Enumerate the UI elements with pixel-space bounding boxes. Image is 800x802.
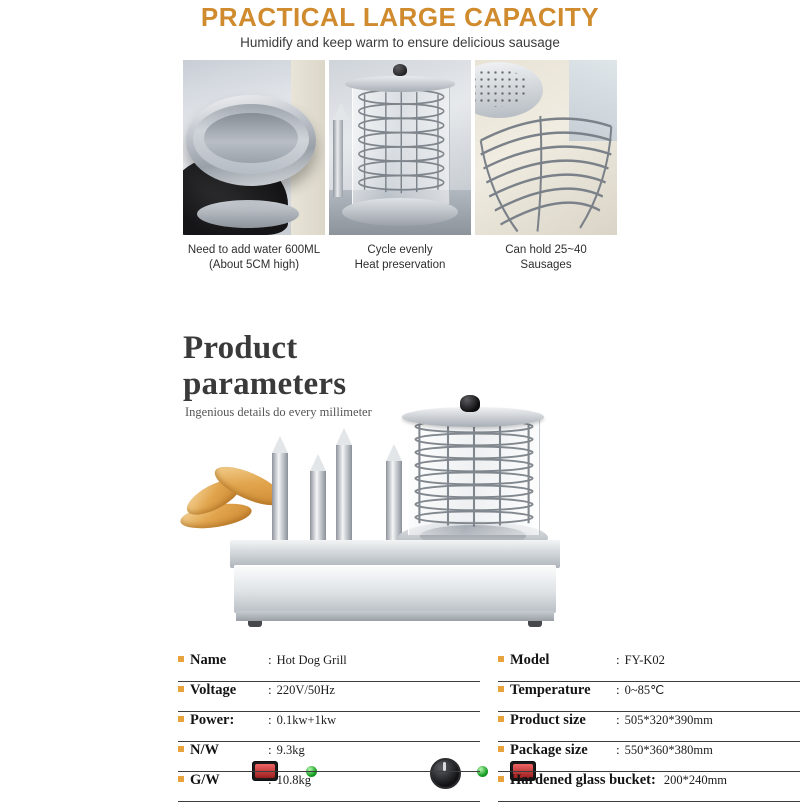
spec-value: 550*360*380mm: [624, 743, 713, 757]
basin-inner-well: [204, 113, 298, 164]
caption-water-basin: Need to add water 600ML (About 5CM high): [187, 244, 321, 271]
spec-colon: :: [616, 652, 620, 667]
spec-column-right: [498, 652, 800, 802]
bullet-square-icon: [498, 776, 504, 782]
spec-colon: :: [268, 742, 272, 757]
spec-label: Model: [510, 652, 550, 668]
caption-wire-basket: Can hold 25~40 Sausages: [505, 244, 587, 271]
feature-photo-strip: [183, 60, 617, 235]
bullet-square-icon: [498, 746, 504, 752]
spec-colon: :: [268, 652, 272, 667]
photo-water-basin: [183, 60, 325, 235]
photo-wire-basket: [475, 60, 617, 235]
spec-value: 0~85℃: [624, 683, 665, 697]
bullet-square-icon: [498, 656, 504, 662]
banner-subtitle: Humidify and keep warm to ensure delicious sausage: [240, 35, 560, 50]
spec-colon: :: [616, 712, 620, 727]
photo-captions: [183, 243, 617, 273]
machine-foot-left: [248, 621, 262, 627]
steamer-wire-coil-icon: [353, 85, 450, 204]
specification-table: [178, 652, 800, 802]
spec-row-name: [178, 652, 480, 682]
spec-label: Product size: [510, 712, 586, 728]
spec-label: Package size: [510, 742, 588, 758]
machine-foot-right: [528, 621, 542, 627]
spec-label: N/W: [190, 742, 219, 758]
spec-row-hardened-glass-bucket: [498, 772, 800, 802]
steamer-unit-coil-icon: [409, 417, 539, 535]
steamer-lid: [345, 76, 456, 92]
bullet-square-icon: [178, 686, 184, 692]
bullet-square-icon: [178, 776, 184, 782]
spec-colon: :: [616, 742, 620, 757]
spec-colon: :: [268, 772, 272, 787]
basin-lower-ring: [197, 200, 299, 228]
spec-row-product-size: [498, 712, 800, 742]
spec-value: 220V/50Hz: [276, 683, 335, 697]
spec-column-left: [178, 652, 480, 802]
photo-glass-steamer: [329, 60, 471, 235]
spec-row-net-weight: [178, 742, 480, 772]
spec-value: 0.1kw+1kw: [276, 713, 337, 727]
spec-value: 200*240mm: [663, 773, 728, 787]
spec-label: Hardened glass bucket:: [510, 772, 656, 788]
spec-label: Power:: [190, 712, 235, 728]
caption-glass-steamer: Cycle evenly Heat preservation: [354, 244, 446, 271]
spec-row-package-size: [498, 742, 800, 772]
spec-value: 505*320*390mm: [624, 713, 713, 727]
steamer-unit-glass: [408, 417, 540, 535]
product-parameters-title: Product parameters: [183, 330, 347, 402]
machine-deck: [230, 540, 560, 568]
bullet-square-icon: [498, 716, 504, 722]
spec-row-power: [178, 712, 480, 742]
spec-label: Voltage: [190, 682, 237, 698]
spec-value: 10.8kg: [276, 773, 311, 787]
spec-colon: :: [616, 682, 620, 697]
steamer-side-spike: [333, 120, 343, 197]
steamer-glass-jar: [352, 85, 451, 204]
bullet-square-icon: [498, 686, 504, 692]
machine-plinth: [236, 611, 554, 621]
spec-colon: :: [268, 682, 272, 697]
spec-colon: :: [268, 712, 272, 727]
spec-row-temperature: [498, 682, 800, 712]
spec-row-voltage: [178, 682, 480, 712]
spec-value: 9.3kg: [276, 743, 305, 757]
hero-product-image: [170, 385, 590, 645]
bun-spike-1: [272, 453, 288, 553]
spec-row-model: [498, 652, 800, 682]
spec-label: Temperature: [510, 682, 591, 698]
bun-spike-3: [336, 445, 352, 551]
steamer-lid-knob: [393, 64, 407, 76]
bullet-square-icon: [178, 656, 184, 662]
spec-value: Hot Dog Grill: [276, 653, 347, 667]
bullet-square-icon: [178, 746, 184, 752]
banner-title: PRACTICAL LARGE CAPACITY: [200, 2, 600, 32]
spec-value: FY-K02: [624, 653, 665, 667]
bullet-square-icon: [178, 716, 184, 722]
spec-label: G/W: [190, 772, 220, 788]
spec-row-gross-weight: [178, 772, 480, 802]
control-panel: [234, 565, 556, 613]
product-parameters-tagline: Ingenious details do every millimeter: [185, 405, 372, 419]
baguette-bread: [178, 465, 283, 535]
spec-label: Name: [190, 652, 227, 668]
steamer-unit-lid-knob: [460, 395, 480, 412]
